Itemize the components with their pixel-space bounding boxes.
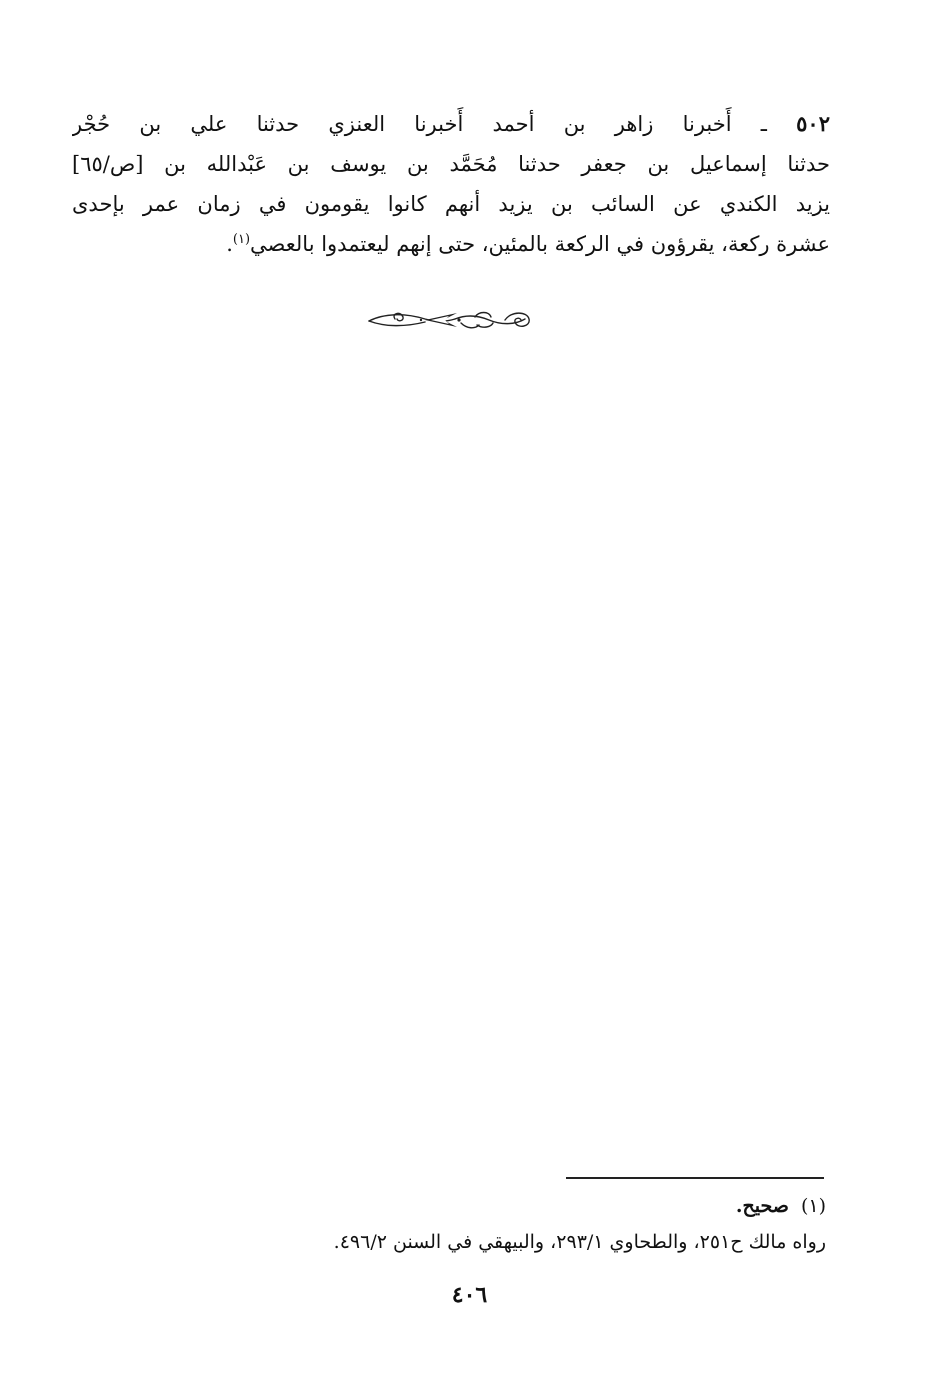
hadith-line-4 bbox=[72, 224, 830, 264]
footnote-separator bbox=[566, 1177, 824, 1179]
hadith-paragraph bbox=[72, 104, 830, 264]
hadith-line-4-text: عشرة ركعة، يقرؤون في الركعة بالمئين، حتى إنهم ليعتمدوا بالعصي bbox=[250, 232, 830, 256]
section-divider-ornament-icon bbox=[365, 303, 535, 337]
page-number: ٤٠٦ bbox=[451, 1282, 488, 1308]
footnote-marker: (١) bbox=[800, 1195, 826, 1217]
footnote-1-line-1 bbox=[186, 1188, 826, 1224]
hadith-line-1-text: ـ أَخبرنا زاهر بن أحمد أَخبرنا العنزي حدثنا علي بن حُجْر bbox=[72, 112, 797, 136]
hadith-line-1 bbox=[72, 104, 830, 144]
hadith-line-2: حدثنا إسماعيل بن جعفر حدثنا مُحَمَّد بن يوسف بن عَبْدالله بن [ص/٦٥] bbox=[72, 152, 830, 176]
footnote-1-source: رواه مالك ح٢٥١، والطحاوي ٢٩٣/١، والبيهقي في السنن ٤٩٦/٢. bbox=[333, 1231, 826, 1253]
hadith-line-3: يزيد الكندي عن السائب بن يزيد أنهم كانوا يقومون في زمان عمر بإحدى bbox=[72, 192, 830, 216]
hadith-number: ٥٠٢ bbox=[796, 111, 830, 136]
footnotes bbox=[186, 1188, 826, 1260]
footnote-reference: (١) bbox=[232, 232, 251, 247]
footnote-verdict: صحيح. bbox=[735, 1195, 789, 1217]
hadith-line-4-end: . bbox=[226, 232, 233, 256]
